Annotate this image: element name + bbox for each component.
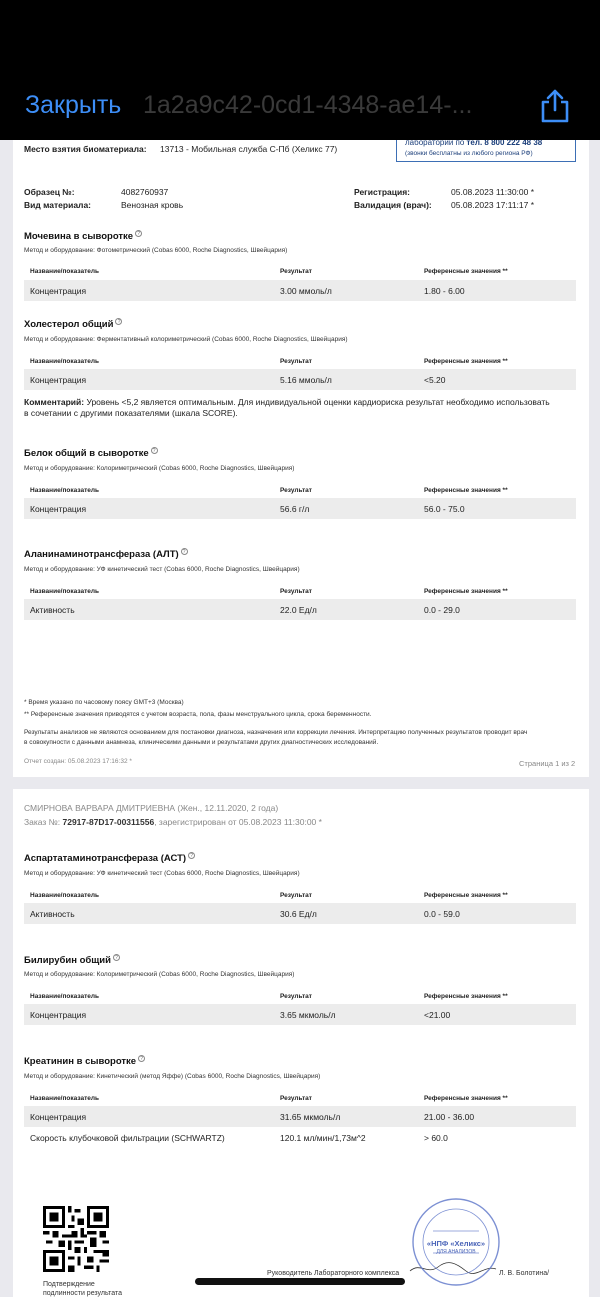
sampling-place-label: Место взятия биоматериала: [24, 144, 147, 154]
col-header-result: Результат [280, 588, 312, 595]
col-header-result: Результат [280, 358, 312, 365]
close-button[interactable]: Закрыть [25, 91, 122, 119]
col-header-ref: Референсные значения ** [424, 358, 508, 365]
section-title: Мочевина в сыворотке ? [24, 230, 142, 242]
row-ref: 21.00 - 36.00 [424, 1112, 475, 1122]
section-method: Метод и оборудование: Кинетический (метод Яффе) (Cobas 6000, Roche Diagnostics, Швейцария) [24, 1073, 321, 1080]
section-title: Холестерол общий ? [24, 318, 122, 330]
col-header-ref: Референсные значения ** [424, 268, 508, 275]
section-method: Метод и оборудование: Колориметрический (Cobas 6000, Roche Diagnostics, Швейцария) [24, 971, 295, 978]
row-ref: 0.0 - 59.0 [424, 909, 460, 919]
phone-line: лаборатории по тел. 8 800 222 48 38 [405, 140, 543, 147]
section-title: Белок общий в сыворотке ? [24, 447, 158, 459]
qr-caption: Подтверждение подлинности результата [43, 1281, 122, 1297]
validation-value: 05.08.2023 17:11:17 * [451, 200, 535, 210]
registration-value: 05.08.2023 11:30:00 * [451, 187, 535, 197]
signature-name: Л. В. Болотина/ [499, 1270, 550, 1277]
sample-no-value: 4082760937 [121, 187, 169, 197]
section-method: Метод и оборудование: УФ кинетический тест (Cobas 6000, Roche Diagnostics, Швейцария) [24, 870, 300, 877]
col-header-name: Название/показатель [30, 1095, 100, 1102]
row-result: 30.6 Ед/л [280, 909, 317, 919]
help-icon: ? [151, 447, 158, 454]
report-page-1 [13, 140, 589, 777]
report-created: Отчет создан: 05.08.2023 17:16:32 * [24, 758, 132, 765]
col-header-ref: Референсные значения ** [424, 993, 508, 1000]
validation-label: Валидация (врач): [354, 200, 432, 210]
row-ref: 0.0 - 29.0 [424, 605, 460, 615]
col-header-name: Название/показатель [30, 892, 100, 899]
footnote-reference: ** Референсные значения приводятся с учетом возраста, пола, фазы менструального цикла, срока беременности. [24, 711, 372, 718]
col-header-name: Название/показатель [30, 487, 100, 494]
row-name: Концентрация [30, 375, 87, 385]
section-title: Билирубин общий ? [24, 954, 120, 966]
row-name: Активность [30, 605, 75, 615]
row-ref: 1.80 - 6.00 [424, 286, 465, 296]
phone-note: (звонки бесплатны из любого региона РФ) [405, 150, 533, 157]
col-header-name: Название/показатель [30, 993, 100, 1000]
help-icon: ? [113, 954, 120, 961]
row-result: 22.0 Ед/л [280, 605, 317, 615]
col-header-result: Результат [280, 993, 312, 1000]
row-ref: > 60.0 [424, 1133, 448, 1143]
row-ref: <21.00 [424, 1010, 451, 1020]
section-method: Метод и оборудование: УФ кинетический тест (Cobas 6000, Roche Diagnostics, Швейцария) [24, 566, 300, 573]
home-indicator[interactable] [195, 1278, 405, 1285]
stamp-subtext: ДЛЯ АНАЛИЗОВ [436, 1249, 476, 1255]
help-icon: ? [138, 1055, 145, 1062]
row-result: 3.00 ммоль/л [280, 286, 332, 296]
help-icon: ? [135, 230, 142, 237]
order-info: Заказ №: 72917-87D17-00311556, зарегистрирован от 05.08.2023 11:30:00 * [24, 817, 322, 827]
material-label: Вид материала: [24, 200, 92, 210]
section-method: Метод и оборудование: Ферментативный колориметрический (Cobas 6000, Roche Diagnostics, Швейцария) [24, 336, 348, 343]
share-icon[interactable] [538, 88, 572, 124]
section-title: Аланинаминотрансфераза (АЛТ) ? [24, 548, 188, 560]
col-header-ref: Референсные значения ** [424, 588, 508, 595]
row-name: Концентрация [30, 1112, 87, 1122]
disclaimer: Результаты анализов не являются основанием для постановки диагноза, назначения или коррекции лечения. Интерпретацию полученных результатов проводит врач в совокупности с данными анамнеза, клиническими данными и результатами других диагностических исследований. [24, 729, 528, 746]
col-header-name: Название/показатель [30, 358, 100, 365]
top-bar [0, 0, 600, 140]
row-name: Активность [30, 909, 75, 919]
row-result: 31.65 мкмоль/л [280, 1112, 341, 1122]
row-result: 5.16 ммоль/л [280, 375, 332, 385]
row-result: 3.65 мкмоль/л [280, 1010, 336, 1020]
section-title: Аспартатаминотрансфераза (АСТ) ? [24, 852, 195, 864]
comment: Комментарий: Уровень <5,2 является оптимальным. Для индивидуальной оценки кардиориска результат необходимо использовать в сочетании с другими показателями (шкала SCORE). [24, 397, 550, 418]
report-page-2 [13, 789, 589, 1297]
material-value: Венозная кровь [121, 200, 184, 210]
help-icon: ? [181, 548, 188, 555]
col-header-result: Результат [280, 1095, 312, 1102]
col-header-result: Результат [280, 268, 312, 275]
head-of-lab-label: Руководитель Лабораторного комплекса [267, 1270, 400, 1277]
section-method: Метод и оборудование: Колориметрический (Cobas 6000, Roche Diagnostics, Швейцария) [24, 465, 295, 472]
col-header-result: Результат [280, 892, 312, 899]
stamp-text: «НПФ «Хеликс» [426, 1239, 486, 1248]
section-method: Метод и оборудование: Фотометрический (Cobas 6000, Roche Diagnostics, Швейцария) [24, 247, 288, 254]
page-number: Страница 1 из 2 [519, 759, 576, 768]
col-header-name: Название/показатель [30, 268, 100, 275]
row-result: 56.6 г/л [280, 504, 310, 514]
qr-code-icon[interactable] [43, 1206, 109, 1272]
row-name: Концентрация [30, 504, 87, 514]
registration-label: Регистрация: [354, 187, 411, 197]
col-header-ref: Референсные значения ** [424, 487, 508, 494]
phone-info-box [396, 140, 576, 162]
row-ref: 56.0 - 75.0 [424, 504, 465, 514]
footnote-timezone: * Время указано по часовому поясу GMT+3 (Москва) [24, 699, 184, 706]
sample-no-label: Образец №: [24, 187, 75, 197]
col-header-result: Результат [280, 487, 312, 494]
help-icon: ? [115, 318, 122, 325]
col-header-ref: Референсные значения ** [424, 1095, 508, 1102]
document-title: 1a2a9c42-0cd1-4348-ae14-... [143, 91, 473, 119]
section-title: Креатинин в сыворотке ? [24, 1055, 145, 1067]
patient-info: СМИРНОВА ВАРВАРА ДМИТРИЕВНА (Жен., 12.11.2020, 2 года) [24, 803, 279, 813]
row-name: Концентрация [30, 286, 87, 296]
col-header-ref: Референсные значения ** [424, 892, 508, 899]
row-result: 120.1 мл/мин/1,73м^2 [280, 1133, 366, 1143]
row-ref: <5.20 [424, 375, 446, 385]
col-header-name: Название/показатель [30, 588, 100, 595]
row-name: Концентрация [30, 1010, 87, 1020]
help-icon: ? [188, 852, 195, 859]
sampling-place-value: 13713 - Мобильная служба С-Пб (Хеликс 77) [160, 144, 338, 154]
row-name: Скорость клубочковой фильтрации (SCHWARTZ) [30, 1133, 225, 1143]
